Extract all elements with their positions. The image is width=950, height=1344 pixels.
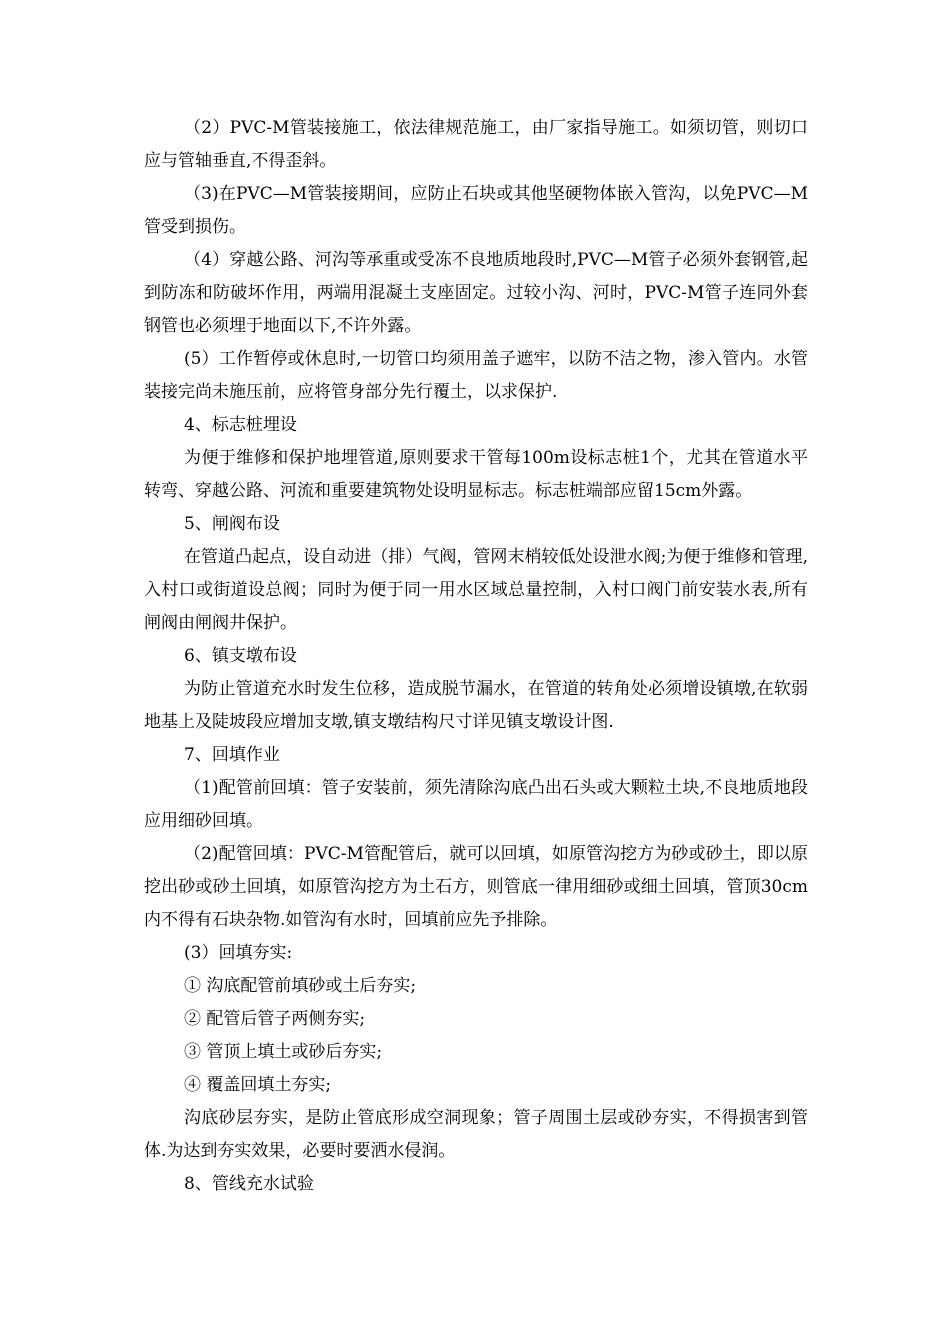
paragraph-trench-protection: （3)在PVC—M管装接期间，应防止石块或其他坚硬物体嵌入管沟，以免PVC—M管受到损伤。	[144, 184, 808, 237]
paragraph-crossing-roads: （4）穿越公路、河沟等承重或受冻不良地质地段时,PVC—M管子必须外套钢管,起到防冻和防破坏作用，两端用混凝土支座固定。过较小沟、河时，PVC-M管子连同外套钢管也必须埋于地面以下,不许外露。	[144, 250, 808, 336]
paragraph-backfill-before: （1)配管前回填：管子安装前，须先清除沟底凸出石头或大颗粒土块,不良地质地段应用细砂回填。	[144, 778, 808, 831]
document-body	[144, 112, 808, 1201]
list-item-compaction-4: ④ 覆盖回填土夯实;	[184, 1075, 332, 1095]
paragraph-valves: 在管道凸起点，设自动进（排）气阀，管网末梢较低处设泄水阀;为便于维修和管理,入村口或街道设总阀；同时为便于同一用水区域总量控制，入村口阀门前安装水表,所有闸阀由闸阀井保护。	[144, 547, 808, 633]
heading-thrust-blocks: 6、镇支墩布设	[184, 646, 297, 666]
list-item-compaction-2: ② 配管后管子两侧夯实;	[184, 1009, 366, 1029]
heading-marker-posts: 4、标志桩埋设	[184, 415, 297, 435]
paragraph-backfill-after: （2)配管回填：PVC-M管配管后，就可以回填，如原管沟挖方为砂或砂土，即以原挖出砂或砂土回填，如原管沟挖方为土石方，则管底一律用细砂或细土回填，管顶30cm内不得有石块杂物.如管沟有水时，回填前应先予排除。	[144, 844, 808, 930]
paragraph-marker-posts: 为便于维修和保护地埋管道,原则要求干管每100m设标志桩1个，尤其在管道水平转弯、穿越公路、河流和重要建筑物处设明显标志。标志桩端部应留15cm外露。	[144, 448, 808, 501]
paragraph-compaction-notes: 沟底砂层夯实，是防止管底形成空洞现象；管子周围土层或砂夯实，不得损害到管体.为达到夯实效果，必要时要洒水侵润。	[144, 1108, 808, 1161]
list-item-compaction-3: ③ 管顶上填土或砂后夯实;	[184, 1042, 383, 1062]
list-item-compaction-1: ① 沟底配管前填砂或土后夯实;	[184, 976, 417, 996]
paragraph-work-pause: (5）工作暂停或休息时,一切管口均须用盖子遮牢，以防不洁之物，渗入管内。水管装接完尚未施压前，应将管身部分先行覆土，以求保护.	[144, 349, 808, 402]
paragraph-thrust-blocks: 为防止管道充水时发生位移，造成脱节漏水，在管道的转角处必须增设镇墩,在软弱地基上及陡坡段应增加支墩,镇支墩结构尺寸详见镇支墩设计图.	[144, 679, 808, 732]
heading-backfill: 7、回填作业	[184, 745, 280, 765]
heading-valves: 5、闸阀布设	[184, 514, 280, 534]
paragraph-compaction-title: (3）回填夯实:	[184, 943, 293, 963]
paragraph-pvc-installation: （2）PVC-M管装接施工，依法律规范施工，由厂家指导施工。如须切管，则切口应与管轴垂直,不得歪斜。	[144, 118, 808, 171]
heading-water-test: 8、管线充水试验	[184, 1174, 314, 1194]
